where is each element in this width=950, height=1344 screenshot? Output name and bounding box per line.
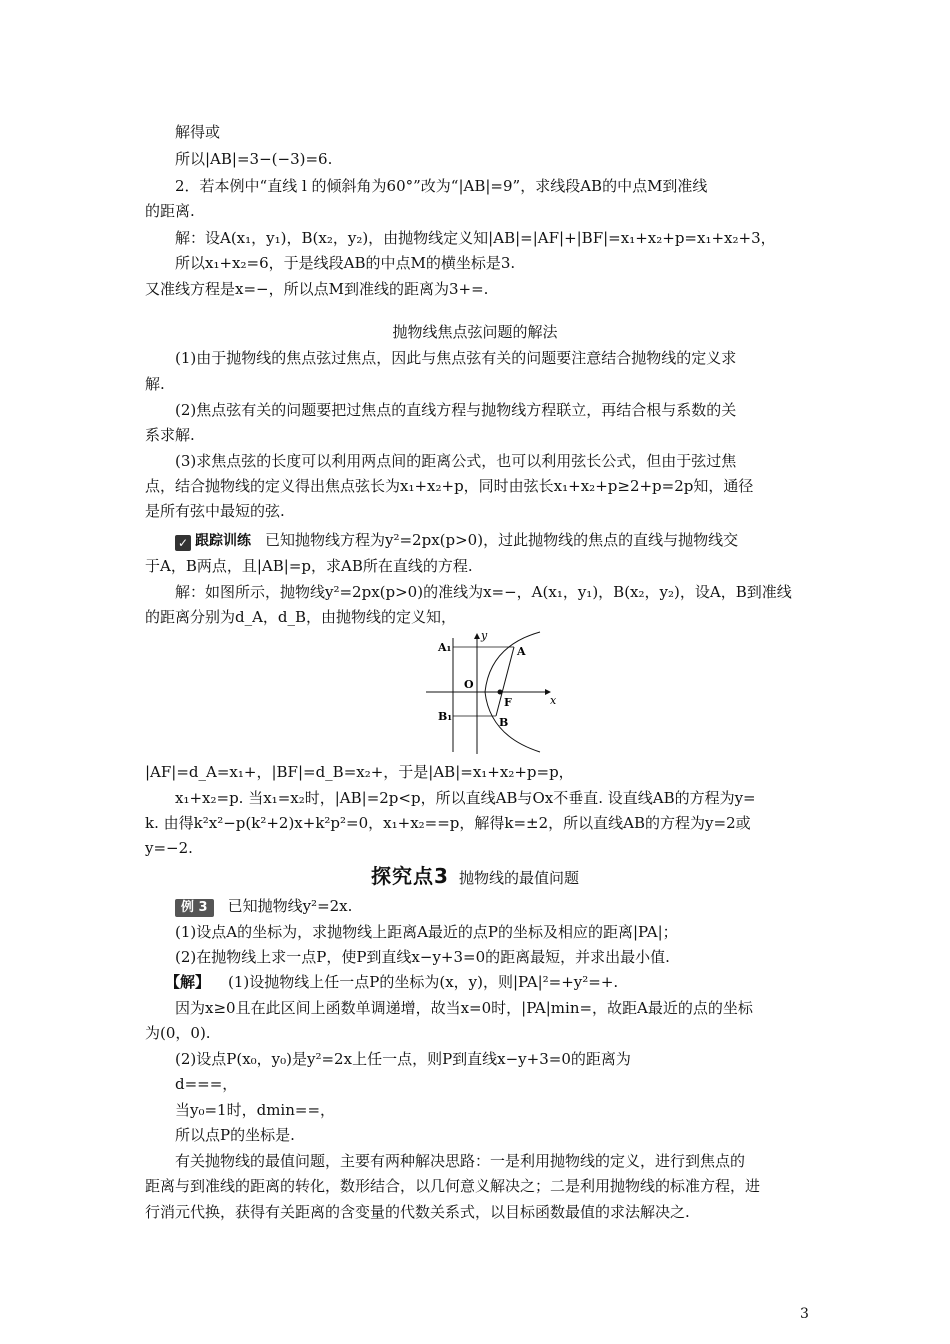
line-28: 为(0，0). (145, 1024, 211, 1042)
label-A1: A₁ (438, 641, 452, 654)
label-y: y (481, 629, 488, 642)
line-26: 【解】 (1)设抛物线上任一点P的坐标为(x，y)，则|PA|²=+y²=+. (165, 973, 619, 991)
line-32: 所以点P的坐标是. (175, 1126, 295, 1144)
line-15: ✓ 跟踪训练 已知抛物线方程为y²=2px(p>0)，过此抛物线的焦点的直线与抛物线交 (175, 530, 840, 551)
line-31: 当y₀=1时，dmin==， (175, 1101, 336, 1119)
section-title: 抛物线的最值问题 (458, 869, 579, 887)
section-number: 探究点3 (371, 864, 449, 888)
label-B1: B₁ (438, 710, 453, 723)
line-2: 2．若本例中“直线 l 的倾斜角为60°”改为“|AB|=9”，求线段AB的中点M到准线 (175, 177, 708, 195)
parabola-figure (420, 628, 570, 756)
track-label: ✓ 跟踪训练 (175, 531, 251, 551)
line-23: 例 3 已知抛物线y²=2x. (175, 896, 840, 917)
line-5: 所以x₁+x₂=6，于是线段AB的中点M的横坐标是3. (175, 254, 516, 272)
section-heading (0, 860, 950, 889)
label-O: O (464, 678, 474, 691)
line-16: 于A，B两点，且|AB|=p，求AB所在直线的方程. (145, 557, 473, 575)
line-19: |AF|=d_A=x₁+，|BF|=d_B=x₂+，于是|AB|=x₁+x₂+p=p， (145, 763, 574, 781)
line-33: 有关抛物线的最值问题，主要有两种解决思路：一是利用抛物线的定义，进行到焦点的 (175, 1152, 746, 1170)
label-B: B (499, 716, 509, 729)
line-17: 解：如图所示，抛物线y²=2px(p>0)的准线为x=−，A(x₁，y₁)，B(x₂，y₂)，设A，B到准线 (175, 583, 792, 601)
line-29: (2)设点P(x₀，y₀)是y²=2x上任一点，则P到直线x−y+3=0的距离为 (175, 1050, 631, 1068)
page-number: 3 (800, 1306, 809, 1322)
line-18: 的距离分别为d_A，d_B，由抛物线的定义知， (145, 608, 457, 626)
line-30: d===， (175, 1075, 238, 1093)
line-24: (1)设点A的坐标为，求抛物线上距离A最近的点P的坐标及相应的距离|PA|； (175, 923, 678, 941)
check-icon: ✓ (175, 535, 191, 551)
label-A: A (517, 645, 526, 658)
line-11: 系求解. (145, 426, 195, 444)
line-8: (1)由于抛物线的焦点弦过焦点，因此与焦点弦有关的问题要注意结合抛物线的定义求 (175, 349, 737, 367)
label-F: F (504, 696, 512, 709)
line-20: x₁+x₂=p. 当x₁=x₂时，|AB|=2p<p，所以直线AB与Ox不垂直. 设直线AB的方程为y= (175, 789, 756, 807)
line-9: 解. (145, 375, 165, 393)
line-22: y=−2. (145, 839, 193, 857)
line-34: 距离与到准线的距离的转化，数形结合，以几何意义解决之；二是利用抛物线的标准方程，进 (145, 1177, 761, 1195)
line-21: k. 由得k²x²−p(k²+2)x+k²p²=0，x₁+x₂==p，解得k=±2，所以直线AB的方程为y=2或 (145, 814, 751, 832)
line-25: (2)在抛物线上求一点P，使P到直线x−y+3=0的距离最短，并求出最小值. (175, 948, 670, 966)
line-13: 点，结合抛物线的定义得出焦点弦长为x₁+x₂+p，同时由弦长x₁+x₂+p≥2+p=2p知，通径 (145, 477, 754, 495)
solution-label: 【解】 (165, 973, 211, 991)
line-35: 行消元代换，获得有关距离的含变量的代数关系式，以目标函数最值的求法解决之. (145, 1203, 690, 1221)
line-3: 的距离. (145, 202, 195, 220)
example-badge: 例 3 (175, 899, 214, 917)
line-14: 是所有弦中最短的弦. (145, 502, 285, 520)
focus-point (498, 690, 503, 695)
line-0: 解得或 (175, 123, 221, 141)
method-title: 抛物线焦点弦问题的解法 (392, 323, 558, 341)
line-6: 又准线方程是x=−，所以点M到准线的距离为3+=. (145, 280, 489, 298)
line-10: (2)焦点弦有关的问题要把过焦点的直线方程与抛物线方程联立，再结合根与系数的关 (175, 401, 737, 419)
line-1: 所以|AB|=3−(−3)=6. (175, 150, 333, 168)
line-27: 因为x≥0且在此区间上函数单调递增，故当x=0时，|PA|min=，故距A最近的点的坐标 (175, 999, 753, 1017)
label-x: x (550, 694, 557, 707)
line-4: 解：设A(x₁，y₁)，B(x₂，y₂)，由抛物线定义知|AB|=|AF|+|BF|=x₁+x₂+p=x₁+x₂+3， (175, 229, 776, 247)
line-12: (3)求焦点弦的长度可以利用两点间的距离公式，也可以利用弦长公式，但由于弦过焦 (175, 452, 737, 470)
